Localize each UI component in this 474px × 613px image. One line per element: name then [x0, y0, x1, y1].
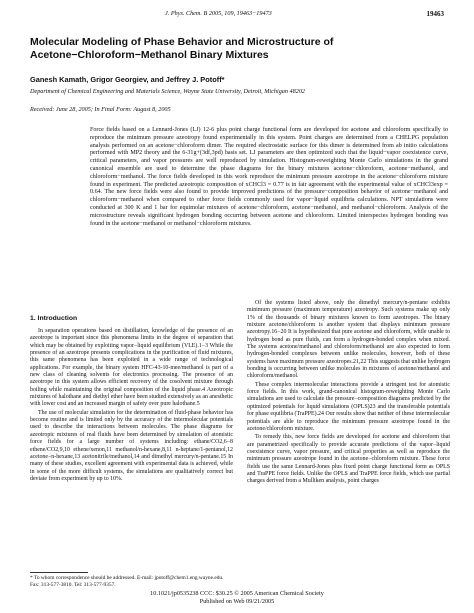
doi-line: 10.1021/jp0535238 CCC: $30.25 © 2005 American Chemical Society	[150, 590, 324, 597]
abstract: Force fields based on a Lennard-Jones (LJ) 12-6 plus point charge functional form are developed for acetone and chloroform specifically to reproduce the minimum pressure azeotropy found experimentally in this system. Point charges are determined from a CHELPG population analysis performed on an acetone−chloroform dimer. The required electrostatic surface for this dimer is determined from ab initio calculations performed with MP2 theory and the 6-31g+(3df,3pd) basis set. LJ parameters are then optimized such that the liquid−vapor coexistence curve, critical parameters, and vapor pressures are well reproduced by simulation. Histogram-reweighting Monte Carlo simulations in the grand canonical ensemble are used to determine the phase diagrams for the binary mixtures acetone−chloroform, acetone−methanol, and chloroform−methanol. The force fields developed in this work reproduce the minimum pressure azeotrope in the acetone−chloroform mixture found in experiment. The predicted azeotropic composition of xCHCl3 = 0.77 is in fair agreement with the experimental value of xCHCl3exp = 0.64. The new force fields were also found to provide improved predictions of the pressure−composition behavior of acetone−methanol and chloroform−methanol when compared to other force fields commonly used for vapor−liquid equilibria calculations. NPT simulations were conducted at 300 K and 1 bar for equimolar mixtures of acetone−chloroform, acetone−methanol, and methanol−chloroform. Analysis of the microstructure reveals significant hydrogen bonding occurring between acetone and chloroform. Limited interspecies hydrogen bonding was found in the acetone−methanol or methanol−chloroform mixtures.	[90, 127, 448, 227]
page-footer	[0, 590, 474, 606]
published-date: Published on Web 09/21/2005	[199, 598, 275, 605]
author-list: Ganesh Kamath, Grigor Georgiev, and Jeffrey J. Potoff*	[30, 75, 225, 84]
running-head	[0, 10, 474, 20]
article-title: Molecular Modeling of Phase Behavior and Microstructure of Acetone−Chloroform−Methanol Binary Mixtures	[30, 36, 334, 61]
journal-citation: J. Phys. Chem. B 2005, 109, 19463−19473	[165, 10, 272, 17]
right-column	[247, 300, 450, 487]
correspondence-footnote: * To whom correspondence should be addressed. E-mail: jpotoff@chem1.eng.wayne.edu. Fax: 313-577-3810. Tel: 313-577-9357.	[30, 575, 224, 588]
paragraph: In separation operations based on distillation, knowledge of the presence of an azeotrope is important since this phenomena limits in the degree of separation that which may be obtained by exploiting vapor−liquid equilibrium (VLE).1−3 While the presence of an azeotrope presents complications in the purification of fluid mixtures, this same phenomena has been exploited in a wide range of technological applications. For example, the binary system HFC-43-10-mee/methanol is part of a new class of cleaning solvents for electronics processing. The presence of an azeotrope in this system allows efficient recovery of the cosolvent mixture through boiling while maintaining the original composition of the liquid phase.4 Azeotropic mixtures of halothane and diethyl ether have been studied extensively as an anesthetic with lower cost and an increased margin of safety over pure halothane.5	[30, 328, 233, 408]
paragraph: The use of molecular simulation for the determination of fluid-phase behavior has become routine and is limited only by the accuracy of the intermolecular potentials used to describe the interactions between molecules. The phase diagrams for azeotropic mixtures of real fluids have been determined by simulation of atomistic force fields for a large number of systems including: ethane/CO2,6−8 ethene/CO2,9,10 ethene/xenon,11 methanol/n-hexane,8,11 n-heptane/1-pentanol,12 acetone−n-hexane,13 acetonitrile/methanol,14 and dimethyl mercury/n-pentane.15 In many of these studies, excellent agreement with experimental data is achieved, while in some of the more difficult systems, the simulations are qualitatively correct but deviate from experiment by up to 10%.	[30, 409, 233, 482]
paragraph: These complex intermolecular interactions provide a stringent test for atomistic force fields. In this work, grand-canonical histogram-reweighting Monte Carlo simulations are used to calculate the pressure−composition diagrams predicted by the optimized potentials for liquid simulations (OPLS)23 and the transferable potentials for phase equilibria (TraPPE).24 Our results show that neither of these intermolecular potentials are able to reproduce the minimum pressure azeotrope found in the acetone/chloroform mixture.	[247, 381, 450, 432]
footnote-divider	[30, 572, 88, 573]
paragraph: To remedy this, new force fields are developed for acetone and chloroform that are parametrized specifically to provide accurate predictions of the vapor−liquid coexistence curve, vapor pressure, and critical properties as well as reproduce the minimum pressure azeotrope found in the acetone−chloroform mixture. These force fields use the same Lennard-Jones plus fixed point charge functional form as OPLS and TraPPE force fields. Unlike the OPLS and TraPPE force fields, which use partial charges derived from a Mulliken analysis, point charges	[247, 434, 450, 485]
affiliation: Department of Chemical Engineering and Materials Science, Wayne State University, Detroit, Michigan 48202	[30, 88, 306, 95]
page-number: 19463	[426, 10, 444, 18]
section-heading-introduction: 1. Introduction	[30, 315, 78, 322]
received-dates: Received: June 28, 2005; In Final Form: August 8, 2005	[30, 106, 171, 113]
left-column	[30, 328, 233, 484]
paragraph: Of the systems listed above, only the dimethyl mercury/n-pentane exhibits minimum pressure (maximum temperature) azeotropy. Such systems make up only 1% of the thousands of binary mixtures known to form azeotropes. The binary mixture acetone/chloroform is another system that displays minimum pressure azeotropy.16−20 It is hypothesized that pure acetone and chloroform, while unable to hydrogen bond as pure fluids, can form a hydrogen-bonded complex when mixed. The systems acetone/methanol and chloroform/methanol are also expected to form hydrogen-bonded complexes between unlike molecules, however, both of these systems have maximum pressure azeotropes.21,22 This suggests that unlike hydrogen bonding is occurring between unlike molecules in mixtures of acetone/methanol and chloroform/methanol.	[247, 300, 450, 380]
